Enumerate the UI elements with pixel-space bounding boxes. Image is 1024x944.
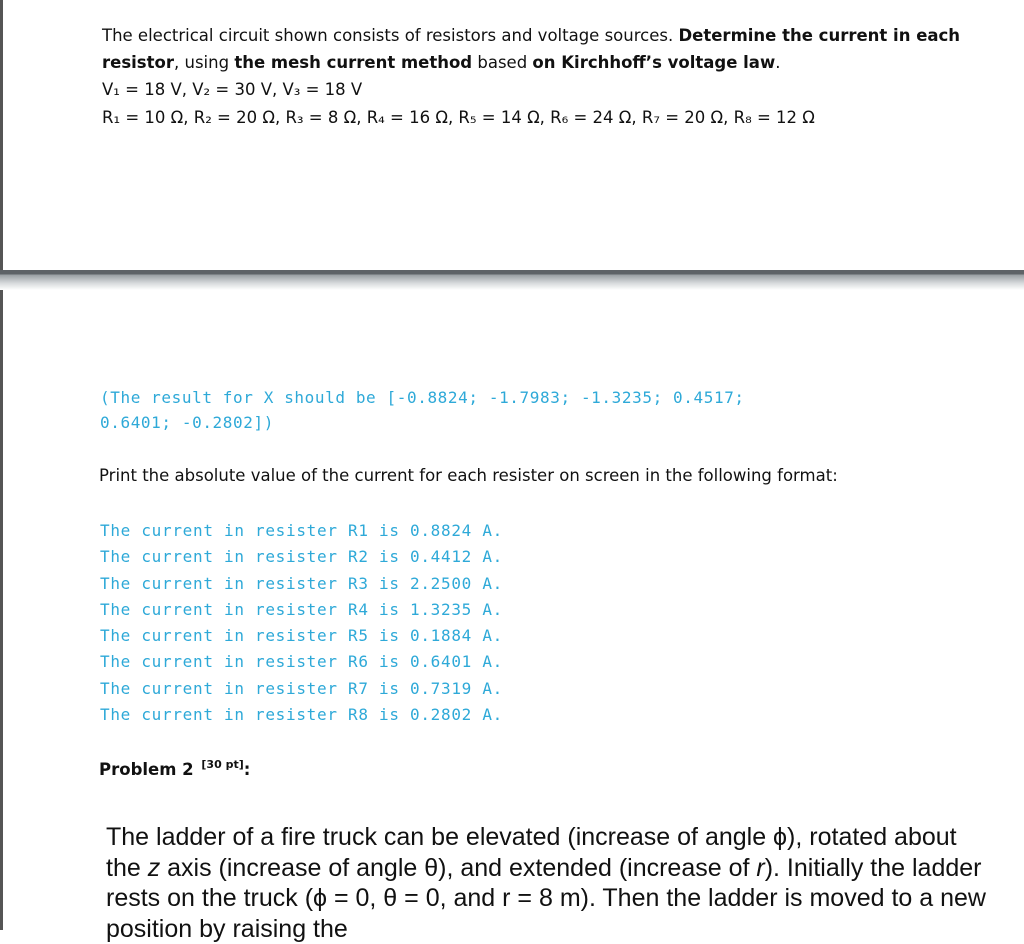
statement-text: The electrical circuit shown consists of resistors and voltage sources. bbox=[102, 26, 674, 45]
statement-text: based bbox=[472, 53, 533, 72]
page-separator bbox=[0, 270, 1024, 290]
output-line: The current in resister R3 is 2.2500 A. bbox=[100, 573, 503, 593]
problem-2-colon: : bbox=[243, 760, 251, 779]
print-instruction: Print the absolute value of the current for each resister on screen in the following format: bbox=[99, 466, 838, 485]
problem-2-text-part: axis (increase of angle θ), and extended (increase of bbox=[160, 853, 757, 882]
problem-2-text bbox=[106, 822, 986, 944]
output-line: The current in resister R6 is 0.6401 A. bbox=[100, 652, 503, 672]
output-line: The current in resister R8 is 0.2802 A. bbox=[100, 705, 503, 725]
result-line: 0.6401; -0.2802]) bbox=[100, 413, 274, 432]
resistance-values: R₁ = 10 Ω, R₂ = 20 Ω, R₃ = 8 Ω, R₄ = 16 Ω, R₅ = 14 Ω, R₆ = 24 Ω, R₇ = 20 Ω, R₈ = 12 Ω bbox=[102, 108, 815, 127]
output-line: The current in resister R4 is 1.3235 A. bbox=[100, 599, 503, 619]
problem-2-label: Problem 2 bbox=[99, 760, 194, 779]
result-line: (The result for X should be [-0.8824; -1.7983; -1.3235; 0.4517; bbox=[100, 388, 745, 407]
problem-2-text-part: The ladder of a fire truck can be elevated (increase of angle ϕ), rotated about the bbox=[106, 823, 957, 882]
voltage-values: V₁ = 18 V, V₂ = 30 V, V₃ = 18 V bbox=[102, 80, 363, 99]
problem-2-title bbox=[99, 758, 250, 779]
problem-2-text-part: ). Initially the ladder rests on the truck (ϕ = 0, θ = 0, and r = 8 m). Then the ladder is moved to a new position by raising the bbox=[106, 853, 986, 943]
output-line: The current in resister R1 is 0.8824 A. bbox=[100, 521, 503, 540]
sample-output bbox=[100, 518, 503, 728]
statement-text: , using bbox=[174, 53, 235, 72]
output-line: The current in resister R5 is 0.1884 A. bbox=[100, 626, 503, 646]
statement-bold-law: on Kirchhoff’s voltage law bbox=[532, 53, 776, 72]
statement-bold-determine: Determine the current in each resistor bbox=[102, 26, 961, 72]
problem-statement bbox=[102, 22, 1002, 76]
problem-2-var-z: z bbox=[147, 853, 161, 882]
output-line: The current in resister R7 is 0.7319 A. bbox=[100, 678, 503, 698]
problem-2-points: [30 pt] bbox=[201, 758, 244, 771]
output-line: The current in resister R2 is 0.4412 A. bbox=[100, 547, 503, 567]
statement-bold-method: the mesh current method bbox=[234, 53, 473, 72]
statement-text: . bbox=[775, 53, 781, 72]
problem-2-var-r: r bbox=[756, 853, 765, 882]
page-top bbox=[0, 0, 1024, 270]
expected-result bbox=[100, 385, 745, 435]
